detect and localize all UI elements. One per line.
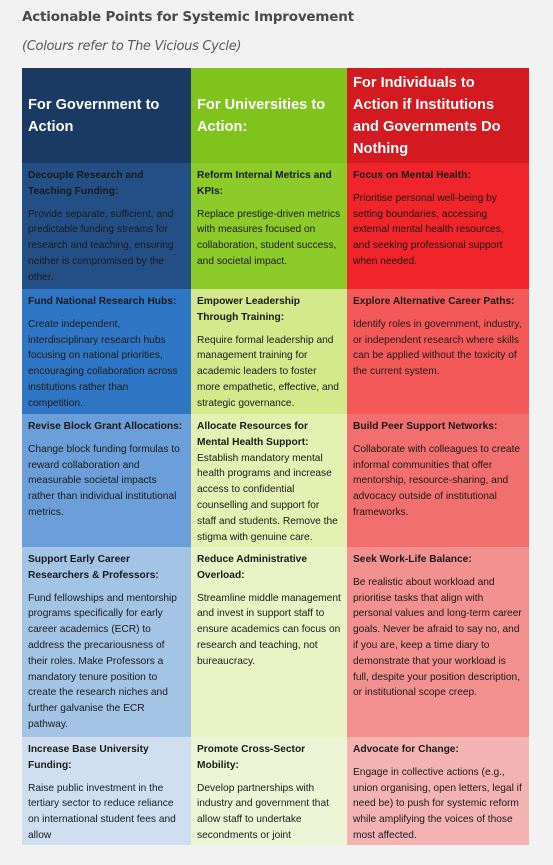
item-title: Reform Internal Metrics and KPIs: [197,170,332,197]
universities-item [191,414,347,547]
item-title: Support Early Career Researchers & Professors: [28,554,159,581]
universities-item [191,737,347,845]
item-body: Raise public investment in the tertiary sector to reduce reliance on international student fees and allow [28,782,176,841]
item-body: Create independent, interdisciplinary research hubs focusing on national priorities, encouraging collaboration across institutions rather than competition. [28,318,178,409]
individuals-header-text: For Individuals to Action if Institutions and Governments Do Nothing [353,74,501,157]
universities-item [191,289,347,414]
government-item [22,547,191,737]
individuals-item [347,737,529,845]
government-item [22,414,191,547]
individuals-item [347,163,529,289]
item-body: Develop partnerships with industry and government that allow staff to undertake secondments or joint [197,782,329,841]
item-body: Prioritise personal well-being by setting boundaries, accessing external mental health resources, and seeking professional support when needed. [353,192,504,267]
item-title: Fund National Research Hubs: [28,296,177,307]
item-title: Build Peer Support Networks: [353,421,498,432]
item-title: Reduce Administrative Overload: [197,554,308,581]
item-body: Establish mandatory mental health programs and increase access to confidential counselling and support for staff and students. Remove the stigma with genuine care. [197,452,338,543]
universities-item [191,163,347,289]
item-title: Decouple Research and Teaching Funding: [28,170,144,197]
individuals-item [347,289,529,414]
government-column-header [22,68,191,163]
item-body: Streamline middle management and invest in support staff to ensure academics can focus on research and teaching, not bureaucracy. [197,592,341,667]
item-body: Fund fellowships and mentorship programs specifically for early career academics (ECR) to address the precariousness of their roles. Make Professors a mandatory tenure position to create the research niches and further galvanise the ECR pathway. [28,592,177,730]
government-item [22,737,191,845]
item-title: Allocate Resources for Mental Health Support: [197,421,309,448]
item-title: Seek Work-Life Balance: [353,554,472,565]
item-body: Provide separate, sufficient, and predictable funding streams for research and teaching, ensuring neither is compromised by the other. [28,208,174,283]
individuals-item [347,547,529,737]
government-header-text: For Government to Action [28,96,160,135]
universities-item [191,547,347,737]
item-body: Identify roles in government, industry, or independent research where skills can be applied without the toxicity of the current system. [353,318,522,378]
item-body: Change block funding formulas to reward collaboration and measurable societal impacts rather than individual institutional metrics. [28,443,180,518]
government-item [22,163,191,289]
item-title: Advocate for Change: [353,744,459,755]
government-item [22,289,191,414]
item-body: Collaborate with colleagues to create informal communities that offer mentorship, resource-sharing, and advocacy outside of institutional frameworks. [353,443,521,518]
item-title: Explore Alternative Career Paths: [353,296,515,307]
individuals-item [347,414,529,547]
item-body: Engage in collective actions (e.g., union organising, open letters, legal if need be) to push for systemic reform while amplifying the voices of those most affected. [353,766,522,841]
item-body: Replace prestige-driven metrics with measures focused on collaboration, student success, and societal impact. [197,208,341,267]
item-title: Increase Base University Funding: [28,744,149,771]
item-body: Be realistic about workload and prioritise tasks that align with personal values and long-term career goals. Never be afraid to say no, and if you are, keep a time diary to demonstrate that your workload is full, despite your position description, or institutional scope creep. [353,576,522,699]
page-subtitle: (Colours refer to The Vicious Cycle) [22,39,242,54]
individuals-column-header [347,68,529,163]
item-title: Revise Block Grant Allocations: [28,421,183,432]
item-body: Require formal leadership and management training for academic leaders to foster more empathetic, effective, and strategic governance. [197,334,339,409]
action-table [22,68,529,845]
page-title: Actionable Points for Systemic Improvement [22,9,354,25]
item-title: Promote Cross-Sector Mobility: [197,744,306,771]
universities-header-text: For Universities to Action: [197,96,326,135]
item-title: Focus on Mental Health: [353,170,471,181]
universities-column-header [191,68,347,163]
item-title: Empower Leadership Through Training: [197,296,301,323]
